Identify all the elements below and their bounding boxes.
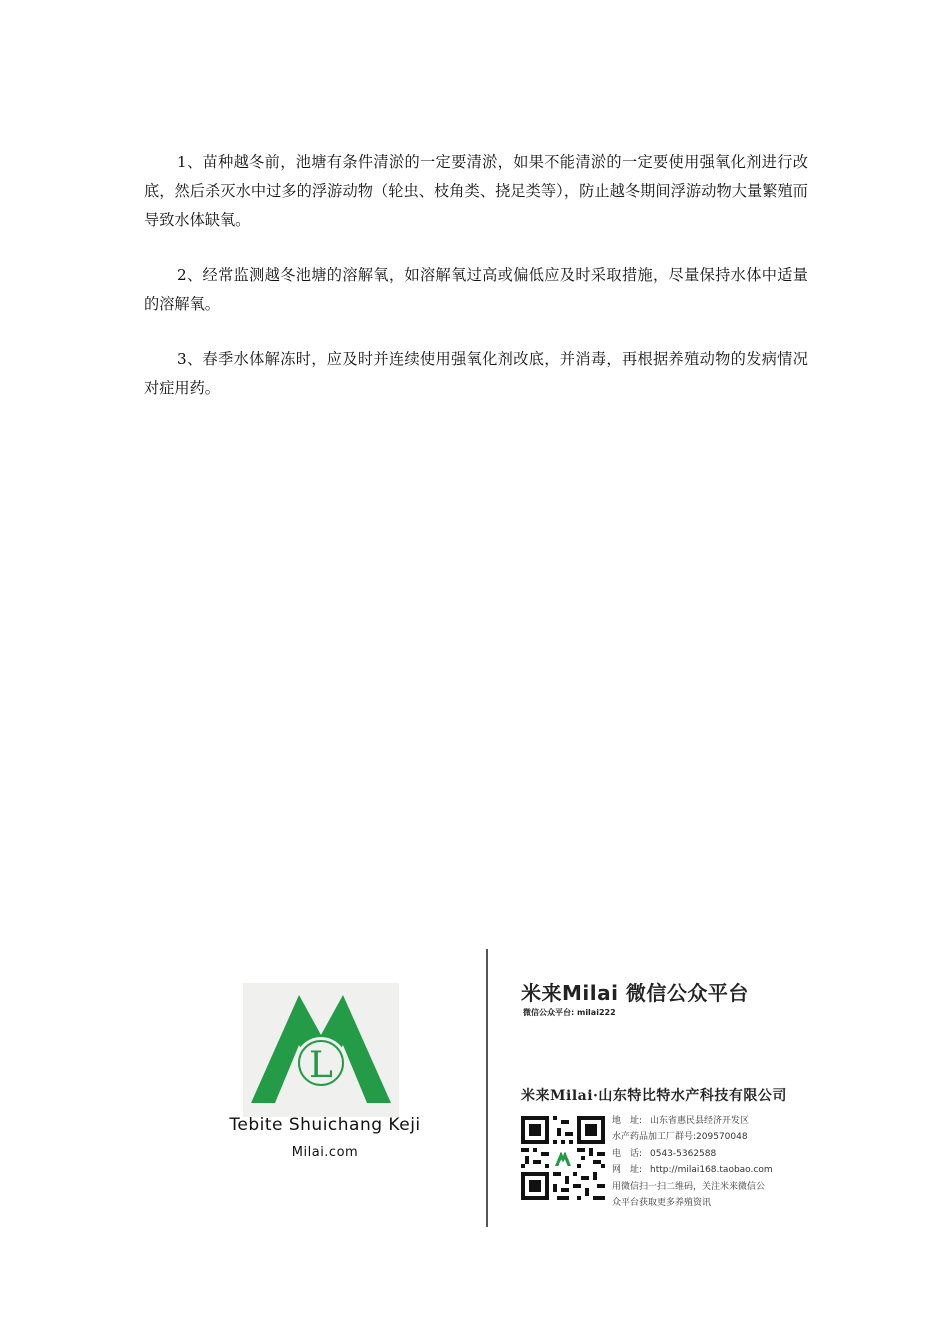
- phone-line: [612, 1146, 812, 1162]
- logo-letter: L: [309, 1045, 333, 1086]
- logo-english-name: Tebite Shuichang Keji: [229, 1115, 421, 1135]
- paragraph-3: 3、春季水体解冻时，应及时并连续使用强氧化剂改底，并消毒，再根据养殖动物的发病情况对症用药。: [144, 350, 808, 397]
- footer-divider: [486, 949, 488, 1227]
- paragraph-1: 1、苗种越冬前，池塘有条件清淤的一定要清淤，如果不能清淤的一定要使用强氧化剂进行改底，然后杀灭水中过多的浮游动物（轮虫、枝角类、挠足类等），防止越冬期间浮游动物大量繁殖而导致水体缺氧。: [144, 153, 808, 229]
- milai-logo-icon: [243, 983, 399, 1117]
- qr-code-icon: [521, 1116, 605, 1200]
- company-footer: [0, 945, 950, 1235]
- web-label: 网 址:: [612, 1165, 643, 1176]
- license-label: 水产药品加工厂群号:: [612, 1132, 697, 1143]
- web-line: [612, 1162, 812, 1178]
- address-line: [612, 1113, 812, 1129]
- address-value: 山东省惠民县经济开发区: [650, 1116, 750, 1126]
- logo-website: Milai.com: [291, 1145, 359, 1160]
- phone-label: 电 话:: [612, 1148, 643, 1159]
- paragraph-2: 2、经常监测越冬池塘的溶解氧，如溶解氧过高或偏低应及时采取措施，尽量保持水体中适量的溶解氧。: [144, 266, 808, 313]
- license-value: 209570048: [696, 1132, 748, 1143]
- web-value: http://milai168.taobao.com: [650, 1165, 773, 1176]
- contact-info: [612, 1113, 812, 1211]
- qr-note-line-1: 用微信扫一扫二维码，关注米来微信公: [612, 1181, 766, 1192]
- qr-note-line-2: 众平台获取更多养殖资讯: [612, 1198, 712, 1209]
- company-name: 米来Milai·山东特比特水产科技有限公司: [521, 1088, 787, 1104]
- article-body: [144, 148, 808, 429]
- phone-value: 0543-5362588: [650, 1148, 717, 1159]
- address-label: 地 址:: [612, 1116, 643, 1126]
- wechat-id: 微信公众平台: milai222: [523, 1008, 616, 1017]
- license-line: [612, 1129, 812, 1145]
- milai-logo: [243, 983, 399, 1117]
- wechat-title: 米来Milai 微信公众平台: [521, 981, 749, 1005]
